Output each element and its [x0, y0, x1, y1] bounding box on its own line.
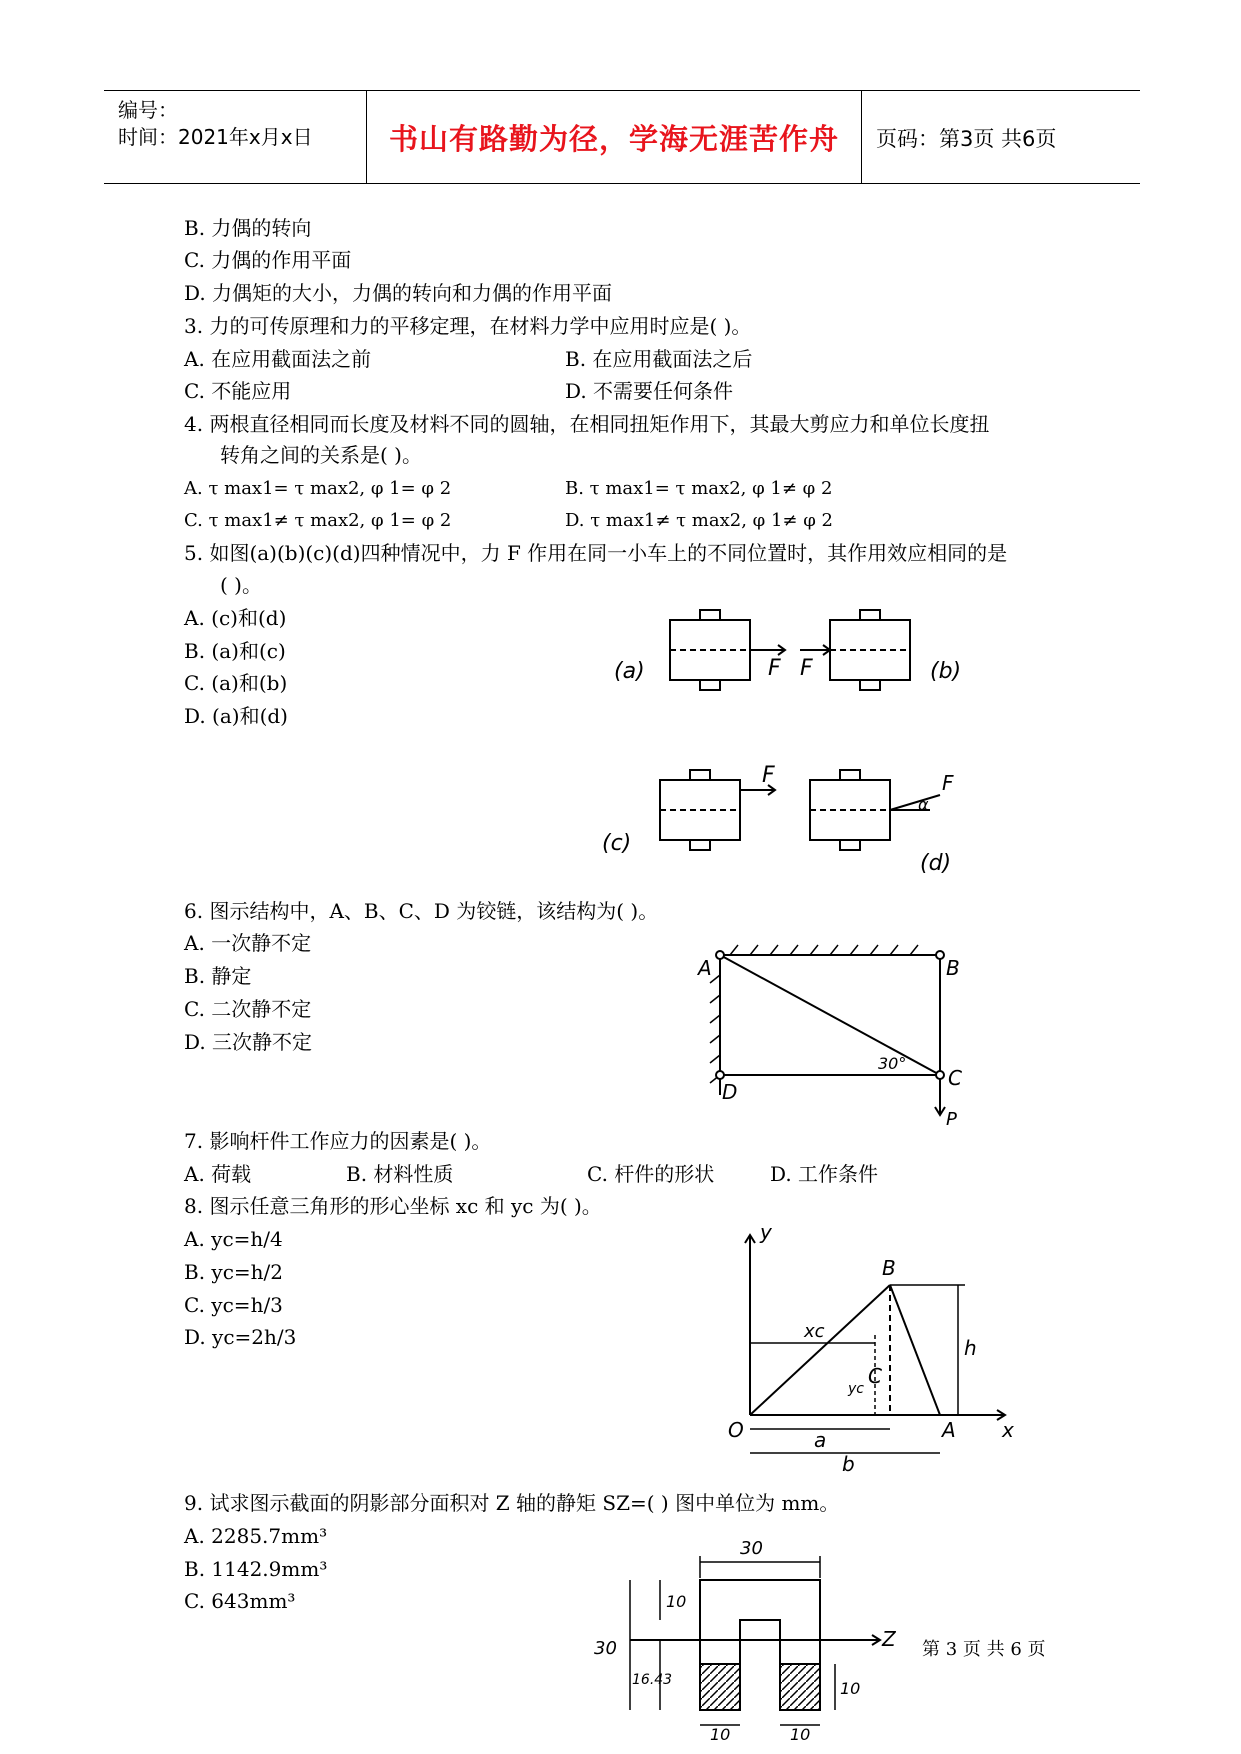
- option-7d: D. 工作条件: [770, 1162, 879, 1186]
- force-label-a: F: [768, 656, 781, 681]
- question-8: 8. 图示任意三角形的形心坐标 xc 和 yc 为( )。: [184, 1194, 602, 1218]
- truss-label-c: C: [948, 1066, 962, 1090]
- option-8b: B. yc=h/2: [184, 1260, 284, 1284]
- option-5d: D. (a)和(d): [184, 704, 288, 728]
- question-6: 6. 图示结构中，A、B、C、D 为铰链，该结构为( )。: [184, 899, 659, 923]
- section-figure: [590, 1530, 920, 1740]
- force-label-d: F: [942, 771, 954, 795]
- truss-figure: [690, 935, 970, 1145]
- question-5-cont: ( )。: [220, 573, 262, 597]
- truss-label-a: A: [698, 956, 712, 980]
- option-7b: B. 材料性质: [346, 1162, 454, 1186]
- header-motto-cell: [367, 91, 862, 183]
- option-7a: A. 荷载: [184, 1162, 252, 1186]
- option-6b: B. 静定: [184, 964, 252, 988]
- option-6c: C. 二次静不定: [184, 997, 312, 1021]
- dim-label-xc: xc: [804, 1321, 825, 1342]
- question-7: 7. 影响杆件工作应力的因素是( )。: [184, 1129, 492, 1153]
- centroid-label: C: [868, 1364, 882, 1388]
- option-8c: C. yc=h/3: [184, 1293, 283, 1317]
- option-3b: B. 在应用截面法之后: [565, 347, 753, 371]
- option-9b: B. 1142.9mm³: [184, 1557, 328, 1581]
- page-label: 页码：第3页 共6页: [876, 127, 1057, 151]
- height-label: h: [964, 1336, 977, 1360]
- header-page-cell: [862, 91, 1140, 183]
- question-9: 9. 试求图示截面的阴影部分面积对 Z 轴的静矩 SZ=( ) 图中单位为 mm。: [184, 1491, 840, 1515]
- angle-label: α: [918, 795, 929, 814]
- vertex-label-b: B: [882, 1256, 896, 1280]
- section-dim-flange: 10: [666, 1592, 687, 1611]
- option-5c: C. (a)和(b): [184, 671, 288, 695]
- option-2d: D. 力偶矩的大小，力偶的转向和力偶的作用平面: [184, 281, 613, 305]
- option-5a: A. (c)和(d): [184, 606, 287, 630]
- truss-label-d: D: [722, 1080, 738, 1104]
- force-label-c: F: [762, 763, 775, 788]
- triangle-figure: [720, 1215, 1020, 1475]
- cart-label-a: (a): [614, 659, 645, 684]
- option-8d: D. yc=2h/3: [184, 1325, 297, 1349]
- question-4-cont: 转角之间的关系是( )。: [220, 443, 422, 467]
- option-8a: A. yc=h/4: [184, 1227, 283, 1251]
- option-3a: A. 在应用截面法之前: [184, 347, 372, 371]
- option-4a: A. τ max1= τ max2, φ 1= φ 2: [184, 478, 452, 499]
- option-7c: C. 杆件的形状: [587, 1162, 715, 1186]
- option-4d: D. τ max1≠ τ max2, φ 1≠ φ 2: [565, 510, 834, 531]
- section-dim-offset: 16.43: [632, 1672, 673, 1688]
- vertex-label-o: O: [728, 1418, 744, 1442]
- cart-label-c: (c): [602, 831, 632, 856]
- section-dim-left-leg: 10: [710, 1725, 731, 1740]
- option-3d: D. 不需要任何条件: [565, 379, 734, 403]
- option-9a: A. 2285.7mm³: [184, 1524, 328, 1548]
- truss-angle-label: 30°: [878, 1054, 907, 1073]
- section-dim-right-leg: 10: [790, 1725, 811, 1740]
- section-dim-right: 10: [840, 1679, 861, 1698]
- axis-label-y: y: [760, 1220, 772, 1244]
- section-axis-z: Z: [882, 1627, 896, 1651]
- option-5b: B. (a)和(c): [184, 639, 286, 663]
- truss-label-p: P: [946, 1109, 957, 1130]
- section-dim-height: 30: [594, 1638, 617, 1659]
- question-4: 4. 两根直径相同而长度及材料不同的圆轴，在相同扭矩作用下，其最大剪应力和单位长度扭: [184, 412, 990, 436]
- option-6d: D. 三次静不定: [184, 1030, 313, 1054]
- question-3: 3. 力的可传原理和力的平移定理，在材料力学中应用时应是( )。: [184, 314, 752, 338]
- option-9c: C. 643mm³: [184, 1589, 296, 1613]
- cart-label-d: (d): [920, 851, 952, 876]
- option-2c: C. 力偶的作用平面: [184, 248, 352, 272]
- axis-label-x: x: [1002, 1418, 1014, 1442]
- option-2b: B. 力偶的转向: [184, 216, 312, 240]
- vertex-label-a: A: [942, 1418, 956, 1442]
- option-4b: B. τ max1= τ max2, φ 1≠ φ 2: [565, 478, 833, 499]
- cart-force-figure: [600, 600, 980, 880]
- serial-label: 编号：: [118, 98, 178, 122]
- page-header: [104, 90, 1140, 184]
- page-footer: 第 3 页 共 6 页: [922, 1639, 1046, 1660]
- option-3c: C. 不能应用: [184, 379, 292, 403]
- dim-label-b: b: [842, 1452, 855, 1475]
- truss-label-b: B: [946, 956, 960, 980]
- motto: 书山有路勤为径，学海无涯苦作舟: [388, 122, 839, 156]
- question-5: 5. 如图(a)(b)(c)(d)四种情况中，力 F 作用在同一小车上的不同位置时，其作用效应相同的是: [184, 541, 1008, 565]
- time-label: 时间：2021年x月x日: [118, 125, 313, 149]
- cart-label-b: (b): [930, 659, 962, 684]
- option-6a: A. 一次静不定: [184, 931, 312, 955]
- force-label-b: F: [800, 656, 813, 681]
- section-dim-top: 30: [740, 1538, 763, 1559]
- option-4c: C. τ max1≠ τ max2, φ 1= φ 2: [184, 510, 452, 531]
- header-info-cell: [104, 91, 367, 183]
- dim-label-a: a: [814, 1428, 827, 1452]
- dim-label-yc: yc: [848, 1381, 864, 1397]
